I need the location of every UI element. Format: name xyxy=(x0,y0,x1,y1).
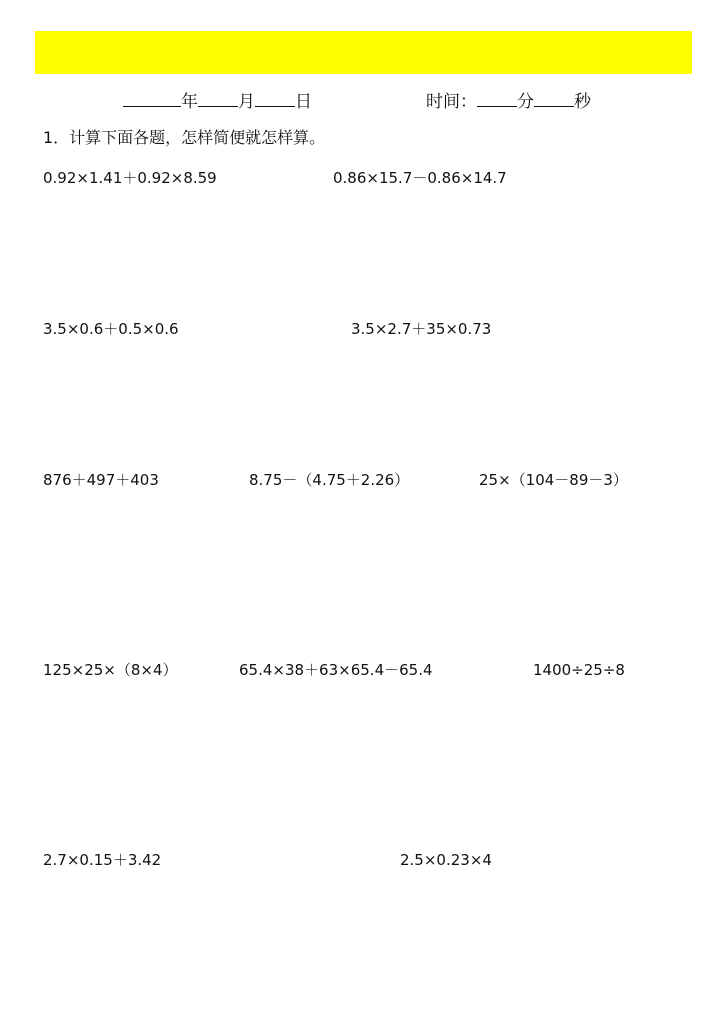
problem-12: 2.5×0.23×4 xyxy=(400,851,492,869)
month-blank[interactable] xyxy=(198,91,238,107)
minute-blank[interactable] xyxy=(477,91,517,107)
problem-6: 8.75－（4.75＋2.26） xyxy=(249,471,410,489)
problem-1: 0.92×1.41＋0.92×8.59 xyxy=(43,169,217,187)
second-label: 秒 xyxy=(574,92,591,112)
problem-3: 3.5×0.6＋0.5×0.6 xyxy=(43,320,179,338)
year-label: 年 xyxy=(181,92,198,112)
day-blank[interactable] xyxy=(255,91,295,107)
problem-9: 65.4×38＋63×65.4－65.4 xyxy=(239,661,433,679)
problem-10: 1400÷25÷8 xyxy=(533,661,625,679)
time-line xyxy=(426,91,591,112)
date-line xyxy=(123,91,312,112)
month-label: 月 xyxy=(238,92,255,112)
problem-7: 25×（104－89－3） xyxy=(479,471,628,489)
problem-11: 2.7×0.15＋3.42 xyxy=(43,851,162,869)
problem-4: 3.5×2.7＋35×0.73 xyxy=(351,320,492,338)
minute-label: 分 xyxy=(517,92,534,112)
problem-8: 125×25×（8×4） xyxy=(43,661,178,679)
header-banner xyxy=(35,31,692,74)
second-blank[interactable] xyxy=(534,91,574,107)
day-label: 日 xyxy=(295,92,312,112)
problem-2: 0.86×15.7－0.86×14.7 xyxy=(333,169,507,187)
time-label: 时间： xyxy=(426,92,477,112)
instruction-text: 1．计算下面各题，怎样简便就怎样算。 xyxy=(43,128,326,147)
year-blank[interactable] xyxy=(123,91,181,107)
problem-5: 876＋497＋403 xyxy=(43,471,159,489)
